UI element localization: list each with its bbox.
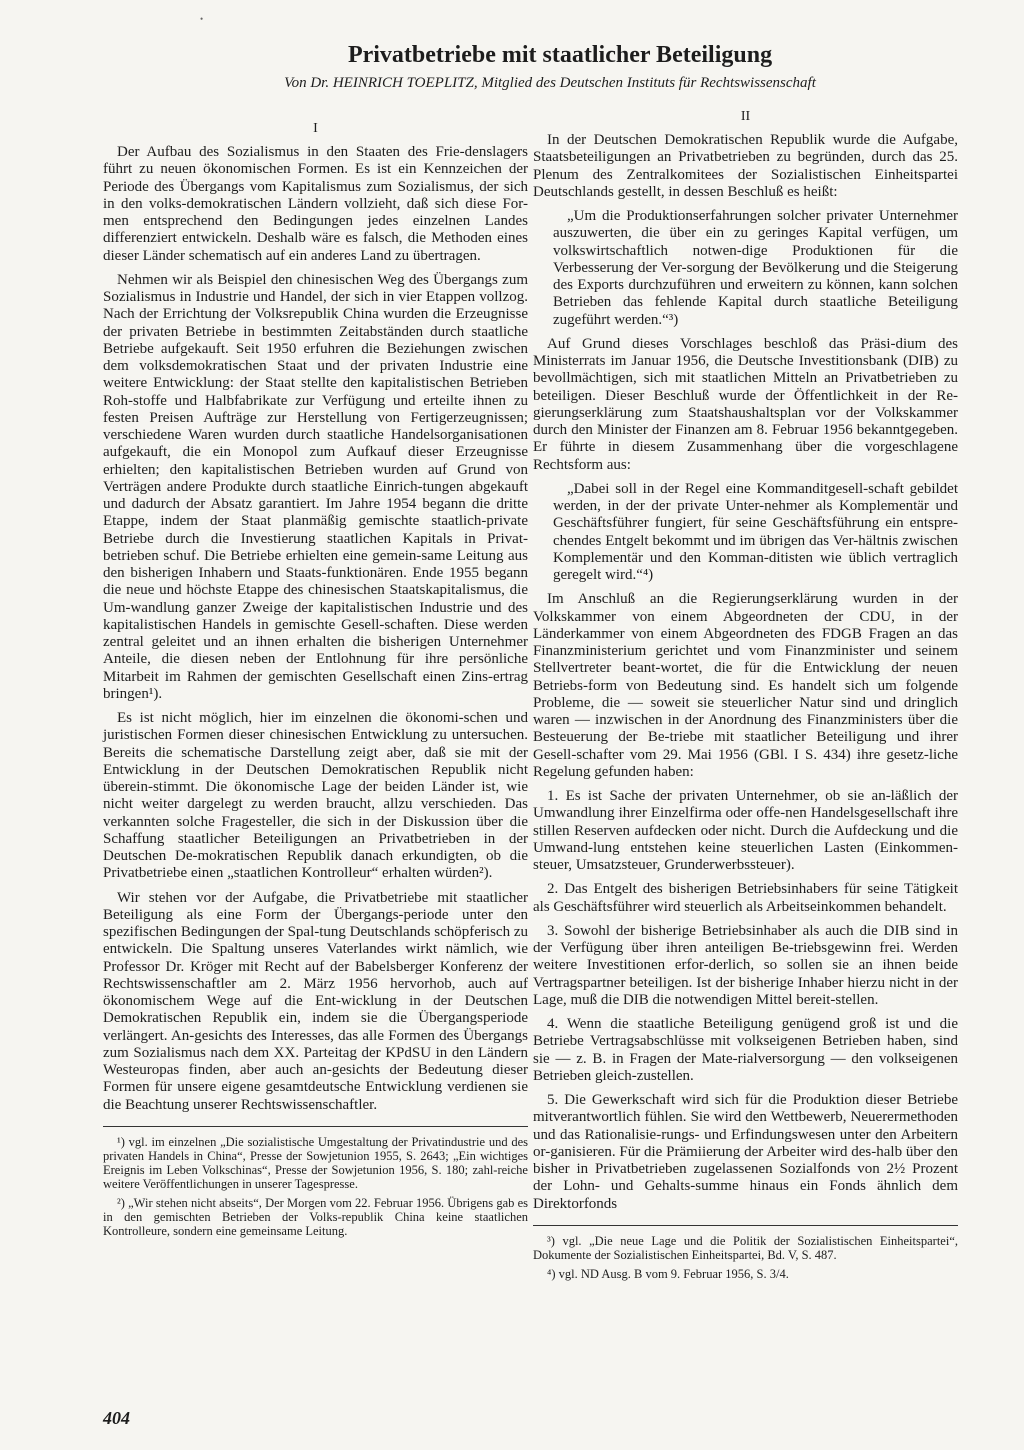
list-item: 4. Wenn die staatliche Beteiligung genügend groß ist und die Betriebe Vertragsabschlüsse mit volkseigenen Betrieben haben, sind sie — z. B. in Fragen der Mate-rialversorgung — den volkseigenen Betrieben gleich-zustellen.	[533, 1016, 958, 1084]
footnote: ⁴) vgl. ND Ausg. B vom 9. Februar 1956, S. 3/4.	[547, 1266, 789, 1281]
list-item: 2. Das Entgelt des bisherigen Betriebsinhabers für seine Tätigkeit als Geschäftsführer wird steuerlich als Arbeitseinkommen behandelt.	[533, 881, 958, 915]
footnote: ³) vgl. „Die neue Lage und die Politik der Sozialistischen Einheitspartei“, Dokumente der Sozialistischen Einheitspartei, Bd. V, S. 487.	[533, 1233, 958, 1262]
paragraph: Es ist nicht möglich, hier im einzelnen die ökonomi-schen und juristischen Formen dieser chinesischen Entwicklung zu untersuchen. Bereits die schematische Darstellung zeigt aber, daß sie mit der Entwicklung in der Deutschen Demokratischen Republik nicht überein-stimmt. Die ökonomische Lage der beiden Länder ist, wie nicht weiter dargelegt zu werden braucht, allzu verschieden. Das verkannten solche Fragesteller, die sich in der Diskussion über die Schaffung staatlicher Beteiligungen an Privatbetrieben in der Deutschen De-mokratischen Republik danach erkundigten, ob die Privatbetriebe einen „staatlichen Kontrolleur“ erhalten würden²).	[103, 710, 528, 882]
paragraph: Nehmen wir als Beispiel den chinesischen Weg des Übergangs zum Sozialismus in Industrie und Handel, der sich in vier Etappen vollzog. Nach der Errichtung der Volksrepublik China wurden die Erzeugnisse der privaten Betriebe in bestimmten Zeitabständen durch staatliche Betriebe aufgekauft. Seit 1950 erfuhren die Beziehungen zwischen dem volksdemokratischen Staat und der privaten Industrie eine weitere Entwicklung: der Staat stellte den kapitalistischen Betrieben Roh-stoffe und Halbfabrikate zur Verfügung und erteilte ihnen zu festen Preisen Aufträge zur Herstellung von Fertigerzeugnissen; verschiedene Waren wurden durch staatliche Handelsorganisationen aufgekauft, die ein Monopol zum Aufkauf dieser Erzeugnisse erhielten; den kapitalistischen Betrieben wurden auf Grund von Verträgen andere Produkte durch staatliche Einrich-tungen abgekauft und dadurch der Absatz garantiert. Im Jahre 1954 begann die dritte Etappe, indem der Staat planmäßig gemischte staatlich-private Betriebe durch die Investierung staatlichen Kapitals in Privat-betrieben schuf. Die Betriebe erhielten eine gemein-same Leitung aus den bisherigen Inhabern und Staats-funktionären. Ende 1955 begann die neue und höchste Etappe des chinesischen Staatskapitalismus, die Um-wandlung ganzer Zweige der kapitalistischen Industrie und des kapitalistischen Handels in gemischte Gesell-schaften. Diese werden zentral geleitet und an ihnen erhalten die bisherigen Unternehmer Anteile, die diesen neben der Entlohnung für ihre persönliche Mitarbeit im Rahmen der gemischten Gesellschaft einen Zins-ertrag bringen¹).	[103, 271, 528, 702]
footnote: ²) „Wir stehen nicht abseits“, Der Morgen vom 22. Februar 1956. Übrigens gab es in den gemischten Betrieben der Volks-republik China keine staatlichen Kontrolleure, sondern eine gemeinsame Leitung.	[103, 1195, 528, 1238]
page-number: 404	[103, 1408, 130, 1428]
paragraph: Auf Grund dieses Vorschlages beschloß das Präsi-dium des Ministerrats im Januar 1956, die Deutsche Investitionsbank (DIB) zu bevollmächtigen, sich mit staatlichen Mitteln an Privatbetrieben zu beteiligen. Dieser Beschluß wurde der Öffentlichkeit in der Re-gierungserklärung zum Staatshaushaltsplan vor der Volkskammer durch den Minister der Finanzen am 8. Februar 1956 bekanntgegeben. Er führte in diesem Zusammenhang über die vorgeschlagene Rechtsform aus:	[533, 335, 958, 473]
paragraph: Wir stehen vor der Aufgabe, die Privatbetriebe mit staatlicher Beteiligung als eine Form der Übergangs-periode unter den spezifischen Bedingungen der Spal-tung Deutschlands schöpferisch zu entwickeln. Die Spaltung unseres Vaterlandes wirkt nämlich, wie Professor Dr. Kröger mit Recht auf der Babelsberger Konferenz der Rechtswissenschaftler am 2. März 1956 hervorhob, auch auf ökonomischem Wege auf die Ent-wicklung in der Deutschen Demokratischen Republik ein, indem sie die Übergangsperiode verlängert. An-gesichts des Interesses, das alle Formen des Übergangs zum Sozialismus nach dem XX. Parteitag der KPdSU in den Ländern Westeuropas finden, aber auch an-gesichts der Bedeutung dieser Formen für unsere eigene gesamtdeutsche Entwicklung verdienen sie die Beachtung unserer Rechtswissenschaftler.	[103, 889, 528, 1113]
section-number: I	[313, 121, 318, 136]
list-item: 1. Es ist Sache der privaten Unternehmer, ob sie an-läßlich der Umwandlung ihrer Einzelfirma oder offe-nen Handelsgesellschaft ihre stillen Reserven aufdecken oder nicht. Durch die Aufdeckung und die Umwand-lung entstehen keine steuerlichen Lasten (Einkommen-steuer, Umsatzsteuer, Grunderwerbssteuer).	[533, 788, 958, 873]
section-number: II	[740, 109, 751, 124]
footnotes	[533, 1225, 958, 1281]
footnote: ¹) vgl. im einzelnen „Die sozialistische Umgestaltung der Privatindustrie und des privaten Handels in China“, Presse der Sowjetunion 1955, S. 2643; „Ein wichtiges Ereignis im Leben Volkschinas“, Presse der Sowjetunion 1956, S. 180; zahl-reiche weitere Veröffentlichungen in unserer Tagespresse.	[103, 1134, 528, 1191]
right-column	[533, 110, 958, 1286]
paragraph: Der Aufbau des Sozialismus in den Staaten des Frie-denslagers führt zu neuen ökonomischen Formen. Es ist ein Kennzeichen der Periode des Übergangs vom Kapitalismus zum Sozialismus, der sich in den volks-demokratischen Ländern vollzieht, daß sich diese For-men entsprechend den Bedingungen jedes einzelnen Landes differenziert entwickeln. Deshalb wäre es falsch, die Methoden eines dieser Länder schematisch auf ein anderes Land zu übertragen.	[103, 144, 528, 264]
list-item: 5. Die Gewerkschaft wird sich für die Produktion dieser Betriebe mitverantwortlich fühlen. Sie wird den Wettbewerb, Neuerermethoden und das Rationalisie-rungs- und Erfindungswesen unter den Arbeitern or-ganisieren. Für die Prämiierung der Arbeiter wird des-halb über den bisher in Privatbetrieben zugelassenen Sozialfonds von 2½ Prozent der Lohn- und Gehalts-summe hinaus ein Fonds ähnlich dem Direktorfonds	[533, 1092, 958, 1212]
paragraph: Im Anschluß an die Regierungserklärung wurden in der Volkskammer von einem Abgeordneten der CDU, in der Länderkammer von einem Abgeordneten des FDGB Fragen an das Finanzministerium gerichtet und vom Finanzminister und seinem Stellvertreter beant-wortet, die für die Entwicklung der neuen Betriebs-form von Bedeutung sind. Es handelt sich um folgende Probleme, die — soweit sie steuerlicher Natur sind und dringlich waren — inzwischen in der Anordnung des Finanzministers über die Besteuerung der Be-triebe mit staatlicher Beteiligung und ihrer Gesell-schafter vom 29. Mai 1956 (GBl. I S. 434) ihre gesetz-liche Regelung gefunden haben:	[533, 591, 958, 780]
left-column	[103, 110, 528, 1243]
footnotes	[103, 1126, 528, 1238]
list-item: 3. Sowohl der bisherige Betriebsinhaber als auch die DIB sind in der Verfügung über ihren anteiligen Be-triebsgewinn frei. Werden weitere Investitionen erfor-derlich, so sollen sie an ihnen beide Vertragspartner beteiligen. Ist der bisherige Inhaber hierzu nicht in der Lage, muß die DIB die notwendigen Mittel bereit-stellen.	[533, 922, 958, 1008]
scan-mark: •	[200, 14, 204, 24]
paragraph: In der Deutschen Demokratischen Republik wurde die Aufgabe, Staatsbeteiligungen an Privatbetrieben zu begründen, durch das 25. Plenum des Zentralkomitees der Sozialistischen Einheitspartei Deutschlands gestellt, in dessen Beschluß es heißt:	[533, 132, 958, 200]
block-quote: „Dabei soll in der Regel eine Kommanditgesell-schaft gebildet werden, in der der private Unter-nehmer als Komplementär und Geschäftsführer fungiert, für seine Geschäftsführung ein entspre-chendes Entgelt bekommt und im übrigen das Ver-hältnis zwischen Komplementär und den Komman-ditisten wie üblich vertraglich geregelt wird.“⁴)	[553, 480, 958, 583]
block-quote: „Um die Produktionserfahrungen solcher privater Unternehmer auszuwerten, die über ein zu geringes Kapital verfügen, um volkswirtschaftlich notwen-dige Produktionen für die Verbesserung der Ver-sorgung der Bevölkerung und die Steigerung des Exports durchzuführen und erweitern zu können, kann solchen Betrieben das fehlende Kapital durch staatliche Beteiligung zugeführt werden.“³)	[553, 208, 958, 328]
article-title: Privatbetriebe mit staatlicher Beteiligung	[347, 42, 773, 68]
article-byline: Von Dr. HEINRICH TOEPLITZ, Mitglied des Deutschen Instituts für Rechtswissenschaft	[284, 75, 816, 91]
